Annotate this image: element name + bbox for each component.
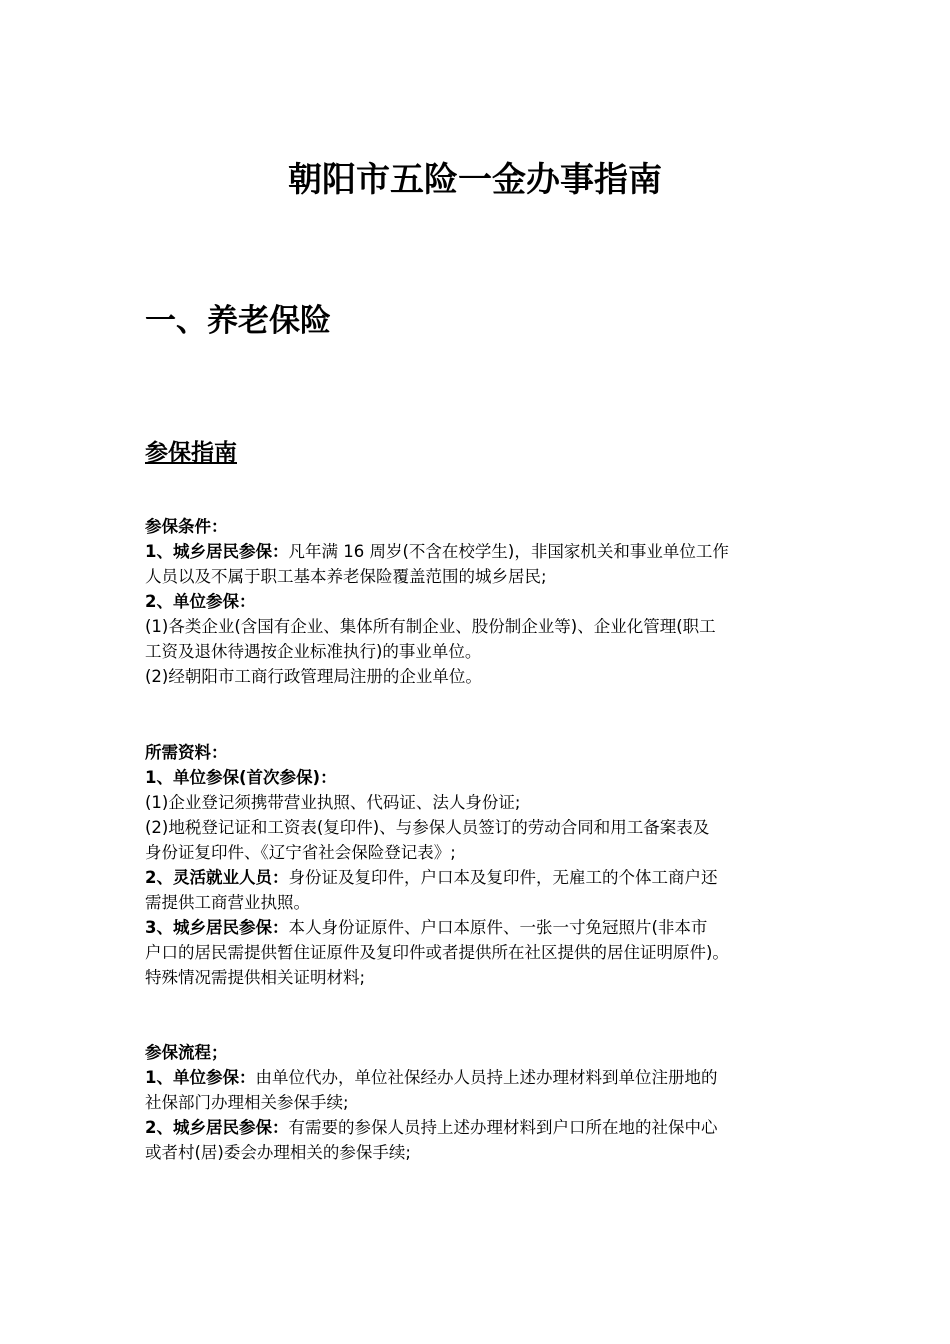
subsection-heading: 参保指南 (145, 440, 237, 466)
materials-label: 所需资料： (145, 743, 228, 762)
item-text: 身份证复印件、《辽宁省社会保险登记表》; (145, 843, 456, 862)
item-text: (2)经朝阳市工商行政管理局注册的企业单位。 (145, 667, 482, 686)
item-text: (1)企业登记须携带营业执照、代码证、法人身份证; (145, 793, 521, 812)
item-label: 2、城乡居民参保： (145, 1118, 289, 1137)
document-title: 朝阳市五险一金办事指南 (288, 160, 662, 200)
item-text: 户口的居民需提供暂住证原件及复印件或者提供所在社区提供的居住证明原件)。 (145, 943, 729, 962)
item-label: 2、灵活就业人员： (145, 868, 289, 887)
item-text: 人员以及不属于职工基本养老保险覆盖范围的城乡居民; (145, 567, 547, 586)
process-section (145, 1040, 815, 1165)
item-text: (1)各类企业(含国有企业、集体所有制企业、股份制企业等)、企业化管理(职工 (145, 617, 716, 636)
item-text: 工资及退休待遇按企业标准执行)的事业单位。 (145, 642, 482, 661)
item-label: 1、城乡居民参保： (145, 542, 289, 561)
item-text: 身份证及复印件，户口本及复印件，无雇工的个体工商户还 (288, 868, 718, 887)
conditions-section (145, 514, 815, 689)
materials-section (145, 740, 815, 990)
section-heading: 一、养老保险 (145, 303, 331, 339)
item-text: 由单位代办，单位社保经办人员持上述办理材料到单位注册地的 (255, 1068, 718, 1087)
item-text: 特殊情况需提供相关证明材料; (145, 968, 366, 987)
item-label: 3、城乡居民参保： (145, 918, 289, 937)
item-label: 2、单位参保： (145, 592, 256, 611)
item-label: 1、单位参保(首次参保)： (145, 768, 337, 787)
item-label: 1、单位参保： (145, 1068, 256, 1087)
item-text: 有需要的参保人员持上述办理材料到户口所在地的社保中心 (288, 1118, 718, 1137)
item-text: 或者村(居)委会办理相关的参保手续; (145, 1143, 411, 1162)
item-text: 需提供工商营业执照。 (145, 893, 310, 912)
item-text: 本人身份证原件、户口本原件、一张一寸免冠照片(非本市 (288, 918, 708, 937)
conditions-label: 参保条件： (145, 517, 228, 536)
item-text: (2)地税登记证和工资表(复印件)、与参保人员签订的劳动合同和用工备案表及 (145, 818, 710, 837)
item-text: 社保部门办理相关参保手续; (145, 1093, 349, 1112)
item-text: 凡年满 16 周岁(不含在校学生)，非国家机关和事业单位工作 (288, 542, 729, 561)
process-label: 参保流程； (145, 1043, 228, 1062)
